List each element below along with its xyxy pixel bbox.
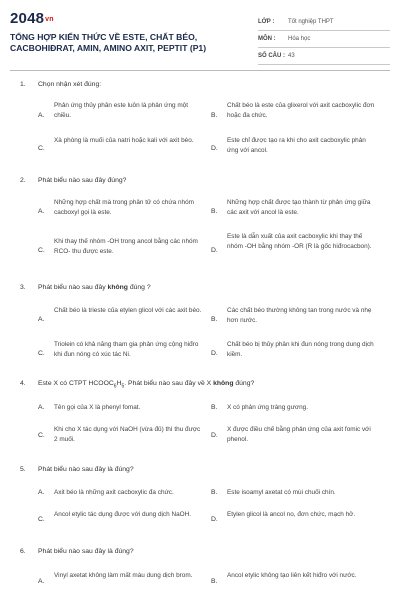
- question-stem: Chọn nhận xét đúng:: [38, 81, 102, 88]
- question-number: 5.: [20, 466, 26, 473]
- option-letter: B.: [211, 578, 218, 585]
- option-letter: A.: [38, 578, 45, 585]
- brand-logo: 2048vn: [10, 10, 54, 27]
- answer-option[interactable]: Este là dẫn xuất của axit cacboxylic khi thay thế nhóm -OH bằng nhóm -OR (R là gốc hiđrocacbon).: [227, 233, 372, 250]
- option-letter: A.: [38, 208, 45, 215]
- question-stem: Phát biểu nào sau đây là đúng?: [38, 548, 134, 555]
- info-value: Hóa học: [288, 36, 311, 42]
- header-divider: [10, 70, 390, 71]
- answer-option[interactable]: Etylen glicol là ancol no, đơn chức, mạch hở.: [227, 511, 356, 518]
- info-label: LỚP :: [258, 19, 275, 25]
- option-letter: D.: [211, 145, 218, 152]
- answer-option[interactable]: Ancol etylic không tạo liên kết hiđro với nước.: [227, 572, 357, 579]
- option-letter: D.: [211, 247, 218, 254]
- question-stem: Este X có CTPT $HCOOC_6H_5$. Phát biểu nào sau đây về X không đúng?: [38, 380, 255, 390]
- answer-option[interactable]: X có phản ứng tráng gương.: [227, 404, 308, 411]
- info-row-class: [258, 14, 390, 31]
- answer-option[interactable]: Phản ứng thủy phân este luôn là phản ứng một chiều.: [54, 102, 188, 119]
- answer-option[interactable]: Chất béo là este của glixerol với axit cacboxylic đơn hoặc đa chức.: [227, 102, 375, 119]
- info-label: MÔN :: [258, 36, 276, 42]
- option-letter: C.: [38, 516, 45, 523]
- option-letter: B.: [211, 316, 218, 323]
- option-letter: A.: [38, 489, 45, 496]
- question-number: 2.: [20, 177, 26, 184]
- answer-option[interactable]: Este chỉ được tạo ra khi cho axit cacboxylic phản ứng với ancol.: [227, 137, 366, 154]
- question-number: 1.: [20, 81, 26, 88]
- info-value: 43: [288, 53, 295, 59]
- info-label: SỐ CÂU :: [258, 53, 285, 59]
- option-letter: A.: [38, 316, 45, 323]
- option-letter: C.: [38, 432, 45, 439]
- question-number: 6.: [20, 548, 26, 555]
- option-letter: D.: [211, 350, 218, 357]
- document-title: TỔNG HỢP KIẾN THỨC VỀ ESTE, CHẤT BÉO, CACBOHIĐRAT, AMIN, AMINO AXIT, PEPTIT (P1): [10, 32, 207, 53]
- answer-option[interactable]: Khi thay thế nhóm -OH trong ancol bằng các nhóm RCO- thu được este.: [54, 238, 198, 255]
- option-letter: B.: [211, 112, 218, 119]
- option-letter: A.: [38, 112, 45, 119]
- answer-option[interactable]: Xà phòng là muối của natri hoặc kali với axit béo.: [54, 137, 194, 144]
- answer-option[interactable]: Những hợp chất mà trong phân tử có chứa nhóm cacboxyl gọi là este.: [54, 199, 194, 216]
- answer-option[interactable]: Tên gọi của X là phenyl fomat.: [54, 404, 141, 411]
- answer-option[interactable]: Ancol etylic tác dụng được với dung dịch NaOH.: [54, 511, 191, 518]
- answer-option[interactable]: X được điều chế bằng phản ứng của axit fomic với phenol.: [227, 426, 371, 443]
- option-letter: D.: [211, 432, 218, 439]
- answer-option[interactable]: Khi cho X tác dụng với NaOH (vừa đủ) thì thu được 2 muối.: [54, 426, 201, 443]
- option-letter: A.: [38, 404, 45, 411]
- info-row-question-count: [258, 48, 390, 65]
- question-stem: Phát biểu nào sau đây không đúng ?: [38, 284, 151, 291]
- answer-option[interactable]: Chất béo là trieste của etylen glicol với các axit béo.: [54, 307, 202, 314]
- info-value: Tốt nghiệp THPT: [288, 19, 334, 25]
- answer-option[interactable]: Vinyl axetat không làm mất màu dung dịch brom.: [54, 572, 193, 579]
- option-letter: B.: [211, 208, 218, 215]
- option-letter: B.: [211, 404, 218, 411]
- info-row-subject: [258, 31, 390, 48]
- answer-option[interactable]: Chất béo bị thủy phân khi đun nóng trong dung dịch kiềm.: [227, 341, 374, 358]
- document-info: [258, 14, 390, 65]
- answer-option[interactable]: Các chất béo thường không tan trong nước và nhẹ hơn nước.: [227, 307, 372, 324]
- option-letter: C.: [38, 350, 45, 357]
- answer-option[interactable]: Axit béo là những axit cacboxylic đa chức.: [54, 489, 174, 496]
- question-number: 3.: [20, 284, 26, 291]
- option-letter: B.: [211, 489, 218, 496]
- question-number: 4.: [20, 380, 26, 387]
- answer-option[interactable]: Este isoamyl axetat có mùi chuối chín.: [227, 489, 336, 496]
- question-stem: Phát biểu nào sau đây là đúng?: [38, 466, 134, 473]
- answer-option[interactable]: Những hợp chất được tạo thành từ phản ứng giữa các axit với ancol là este.: [227, 199, 371, 216]
- option-letter: C.: [38, 247, 45, 254]
- worksheet-header: [10, 8, 390, 68]
- option-letter: D.: [211, 516, 218, 523]
- option-letter: C.: [38, 145, 45, 152]
- answer-option[interactable]: Triolein có khả năng tham gia phản ứng cộng hiđro khi đun nóng có xúc tác Ni.: [54, 341, 199, 358]
- question-stem: Phát biểu nào sau đây đúng?: [38, 177, 127, 184]
